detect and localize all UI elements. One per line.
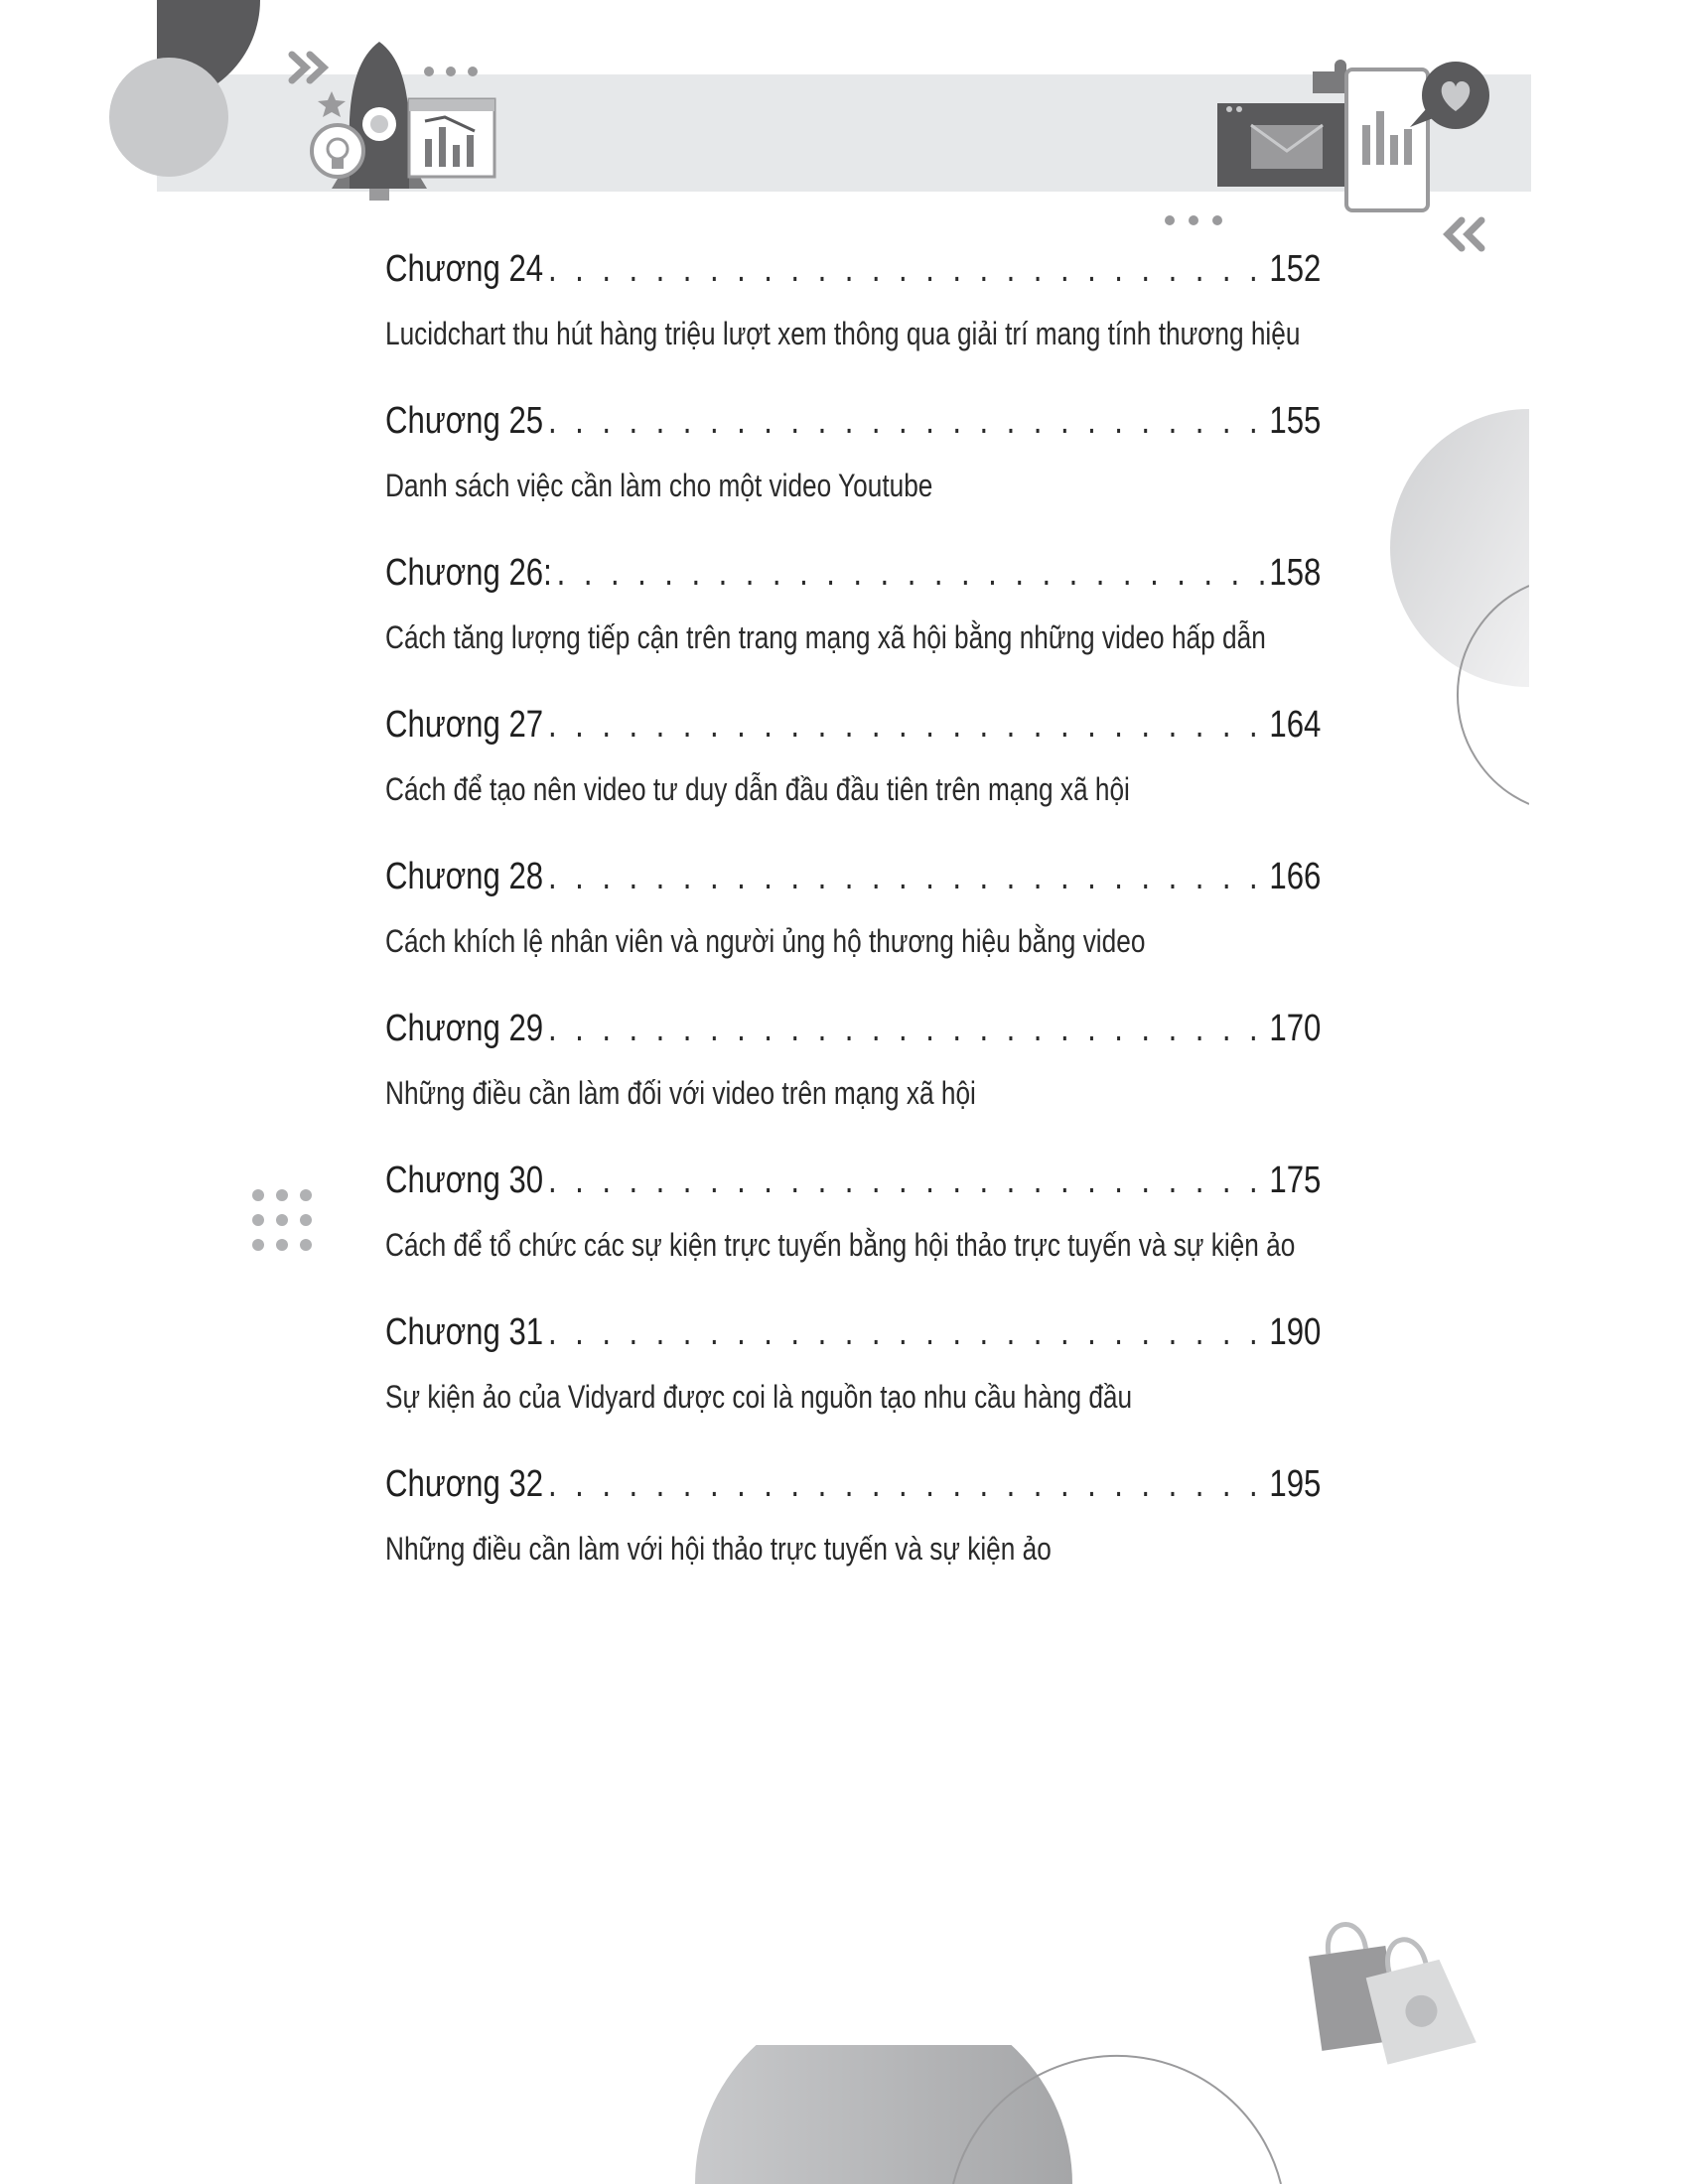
chapter-title: Những điều cần làm đối với video trên mạng xã hội — [385, 1075, 976, 1111]
toc-entry[interactable] — [385, 248, 1321, 400]
toc-heading-row — [385, 1311, 1321, 1363]
tablet-chart-icon — [1346, 69, 1428, 210]
page-number: 195 — [1269, 1463, 1322, 1505]
page-number: 155 — [1269, 400, 1322, 442]
page-number: 166 — [1269, 856, 1322, 897]
star-icon — [318, 91, 346, 117]
toc-entry[interactable] — [385, 552, 1321, 704]
double-chevron-left-icon — [1448, 220, 1481, 248]
chapter-label: Chương 27 — [385, 704, 544, 746]
chapter-title: Cách tăng lượng tiếp cận trên trang mạng xã hội bằng những video hấp dẫn — [385, 619, 1266, 655]
chapter-title: Lucidchart thu hút hàng triệu lượt xem thông qua giải trí mang tính thương hiệu — [385, 316, 1301, 351]
page-number: 164 — [1269, 704, 1322, 746]
chapter-label: Chương 24 — [385, 248, 544, 290]
toc-entry[interactable] — [385, 1311, 1321, 1463]
table-of-contents — [385, 248, 1321, 1615]
dot-leader — [548, 1463, 1264, 1506]
chapter-title: Những điều cần làm với hội thảo trực tuyến và sự kiện ảo — [385, 1531, 1052, 1567]
bottom-circles-decoration — [695, 2045, 1291, 2184]
dot-leader — [557, 552, 1265, 595]
chapter-label: Chương 30 — [385, 1160, 544, 1201]
dot-leader — [548, 1160, 1264, 1202]
toc-heading-row — [385, 704, 1321, 755]
chapter-label: Chương 29 — [385, 1008, 544, 1049]
chapter-title: Cách khích lệ nhân viên và người ủng hộ thương hiệu bằng video — [385, 923, 1146, 959]
chapter-label: Chương 32 — [385, 1463, 544, 1505]
page-number: 158 — [1269, 552, 1322, 594]
chapter-title: Danh sách việc cần làm cho một video Youtube — [385, 468, 933, 503]
dot-leader — [548, 248, 1264, 291]
toc-heading-row — [385, 856, 1321, 907]
toc-entry[interactable] — [385, 704, 1321, 856]
dots-decoration — [424, 67, 478, 76]
toc-entry[interactable] — [385, 1463, 1321, 1615]
dot-leader — [548, 1311, 1264, 1354]
chapter-label: Chương 25 — [385, 400, 544, 442]
shopping-bags-icon — [1301, 1906, 1489, 2065]
lightbulb-icon — [312, 125, 363, 177]
toc-entry[interactable] — [385, 856, 1321, 1008]
toc-entry[interactable] — [385, 1008, 1321, 1160]
envelope-icon — [1217, 103, 1348, 187]
toc-heading-row — [385, 552, 1321, 604]
chart-window-icon — [409, 99, 494, 177]
dot-leader — [548, 1008, 1264, 1050]
chapter-title: Sự kiện ảo của Vidyard được coi là nguồn tạo nhu cầu hàng đầu — [385, 1379, 1133, 1415]
dot-leader — [548, 400, 1264, 443]
page-number: 190 — [1269, 1311, 1322, 1353]
chapter-label: Chương 31 — [385, 1311, 544, 1353]
dot-grid-decoration — [248, 1185, 328, 1255]
side-circles-decoration — [1390, 397, 1529, 834]
light-circle-shape — [109, 58, 228, 177]
chapter-label: Chương 28 — [385, 856, 544, 897]
toc-heading-row — [385, 1008, 1321, 1059]
toc-heading-row — [385, 248, 1321, 300]
toc-entry[interactable] — [385, 400, 1321, 552]
dot-leader — [548, 856, 1264, 898]
page-number: 152 — [1269, 248, 1322, 290]
chapter-label: Chương 26: — [385, 552, 552, 594]
toc-heading-row — [385, 1160, 1321, 1211]
chapter-title: Cách để tổ chức các sự kiện trực tuyến bằng hội thảo trực tuyến và sự kiện ảo — [385, 1227, 1296, 1263]
dot-leader — [548, 704, 1264, 747]
toc-heading-row — [385, 400, 1321, 452]
page-number: 170 — [1269, 1008, 1322, 1049]
chapter-title: Cách để tạo nên video tư duy dẫn đầu đầu tiên trên mạng xã hội — [385, 771, 1130, 807]
page-number: 175 — [1269, 1160, 1322, 1201]
toc-entry[interactable] — [385, 1160, 1321, 1311]
dots-decoration — [1165, 215, 1222, 225]
toc-heading-row — [385, 1463, 1321, 1515]
double-chevron-right-icon — [292, 55, 324, 80]
